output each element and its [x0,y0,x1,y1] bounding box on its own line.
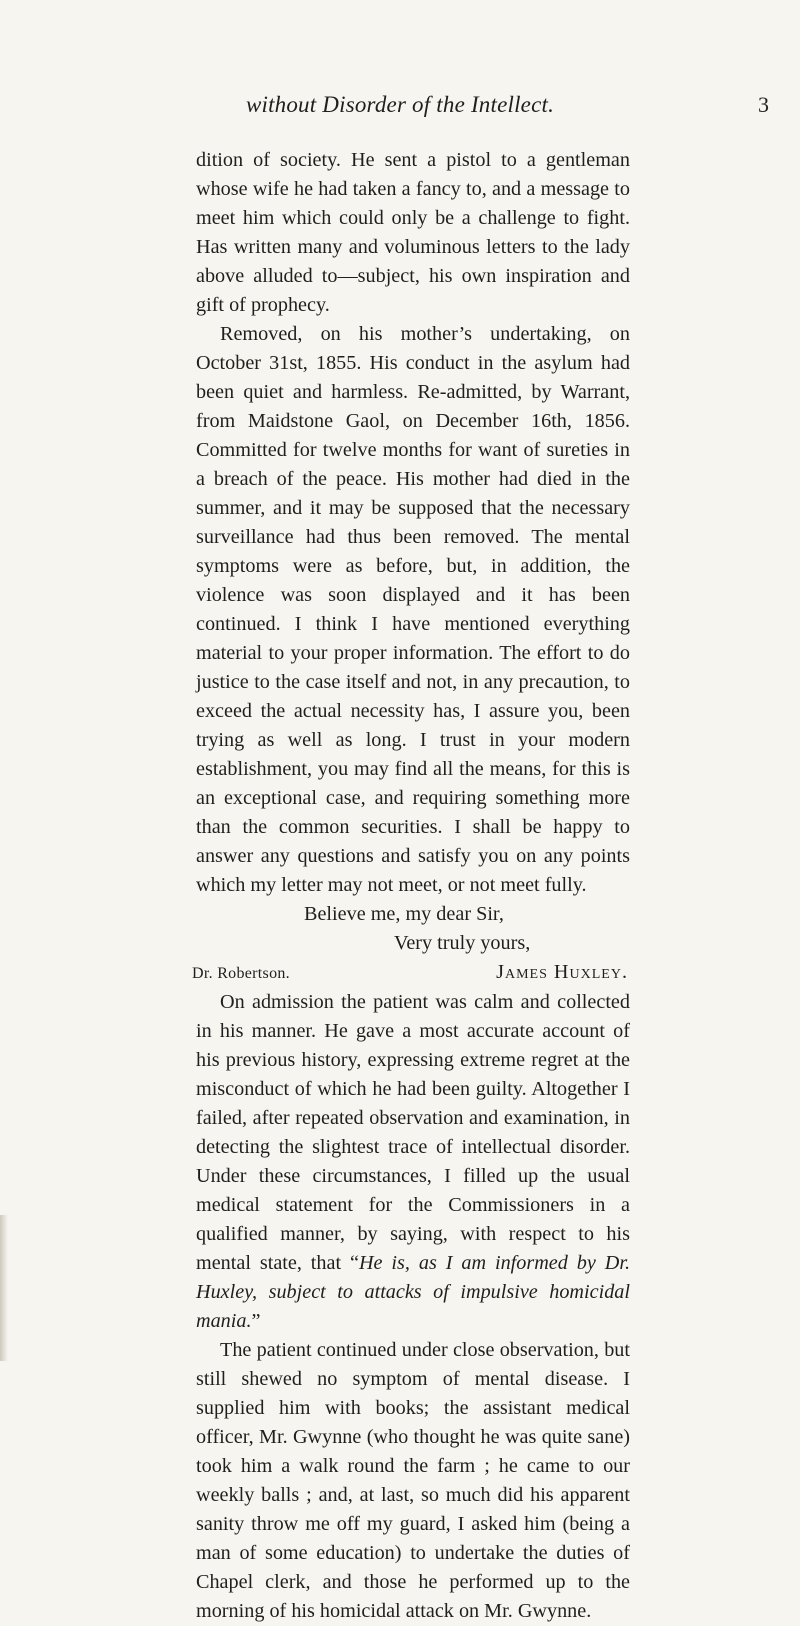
page-header [0,92,800,122]
addressee: Dr. Robertson. [192,965,290,982]
admission-paragraph [196,988,630,1336]
letter-paragraph-removal: Removed, on his mother’s undertaking, on October 31st, 1855. His conduct in the asylum had been quiet and harmless. Re-admitted, by Warrant, from Maidstone Gaol, on December 16th, 1856. Committed for twelve months for want of sureties in a breach of the peace. His mother had died in the summer, and it may be supposed that the necessary surveillance had thus been removed. The mental symptoms were as before, but, in addition, the violence was soon displayed and it has been continued. I think I have mentioned everything material to your proper information. The effort to do justice to the case itself and not, in any precaution, to exceed the actual necessity has, I assure you, been trying as well as long. I trust in your modern establishment, you may find all the means, for this is an exceptional case, and requiring something more than the common securities. I shall be happy to answer any questions and satisfy you on any points which my letter may not meet, or not meet fully. [196,323,630,896]
observation-paragraph: The patient continued under close observation, but still shewed no symptom of mental disease. I supplied him with books; the assistant medical officer, Mr. Gwynne (who thought he was quite sane) took him a walk round the farm ; he came to our weekly balls ; and, at last, so much did his apparent sanity throw me off my guard, I asked him (being a man of some education) to undertake the duties of Chapel clerk, and those he performed up to the morning of his homicidal attack on Mr. Gwynne. [196,1339,630,1622]
body-text [192,146,630,1626]
letter-closing-salutation: Believe me, my dear Sir, [304,903,504,925]
signature: James Huxley. [496,961,628,983]
signature-line [192,958,630,988]
letter-closing-valediction: Very truly yours, [394,932,531,954]
admission-text: On admission the patient was calm and collected in his manner. He gave a most accurate account of his previous history, expressing extreme regret at the misconduct of which he had been guilty. Altogether I failed, after repeated observation and examination, in detecting the slightest trace of intellectual disorder. Under these circumstances, I filled up the usual medical statement for the Commissioners in a qualified manner, by saying, with respect to his mental state, that “ [196,991,630,1274]
medical-statement-quote: He is, as I am informed by Dr. Huxley, subject to attacks of impulsive homicidal mania. [196,1252,630,1332]
page-number: 3 [758,92,769,117]
running-head: without Disorder of the Intellect. [245,92,555,117]
letter-paragraph-continued: dition of society. He sent a pistol to a gentleman whose wife he had taken a fancy to, and a message to meet him which could only be a challenge to fight. Has written many and voluminous letters to the lady above alluded to—subject, his own inspiration and gift of prophecy. [196,149,630,316]
quote-close: ” [251,1310,261,1332]
page-edge-shadow [0,1215,8,1361]
